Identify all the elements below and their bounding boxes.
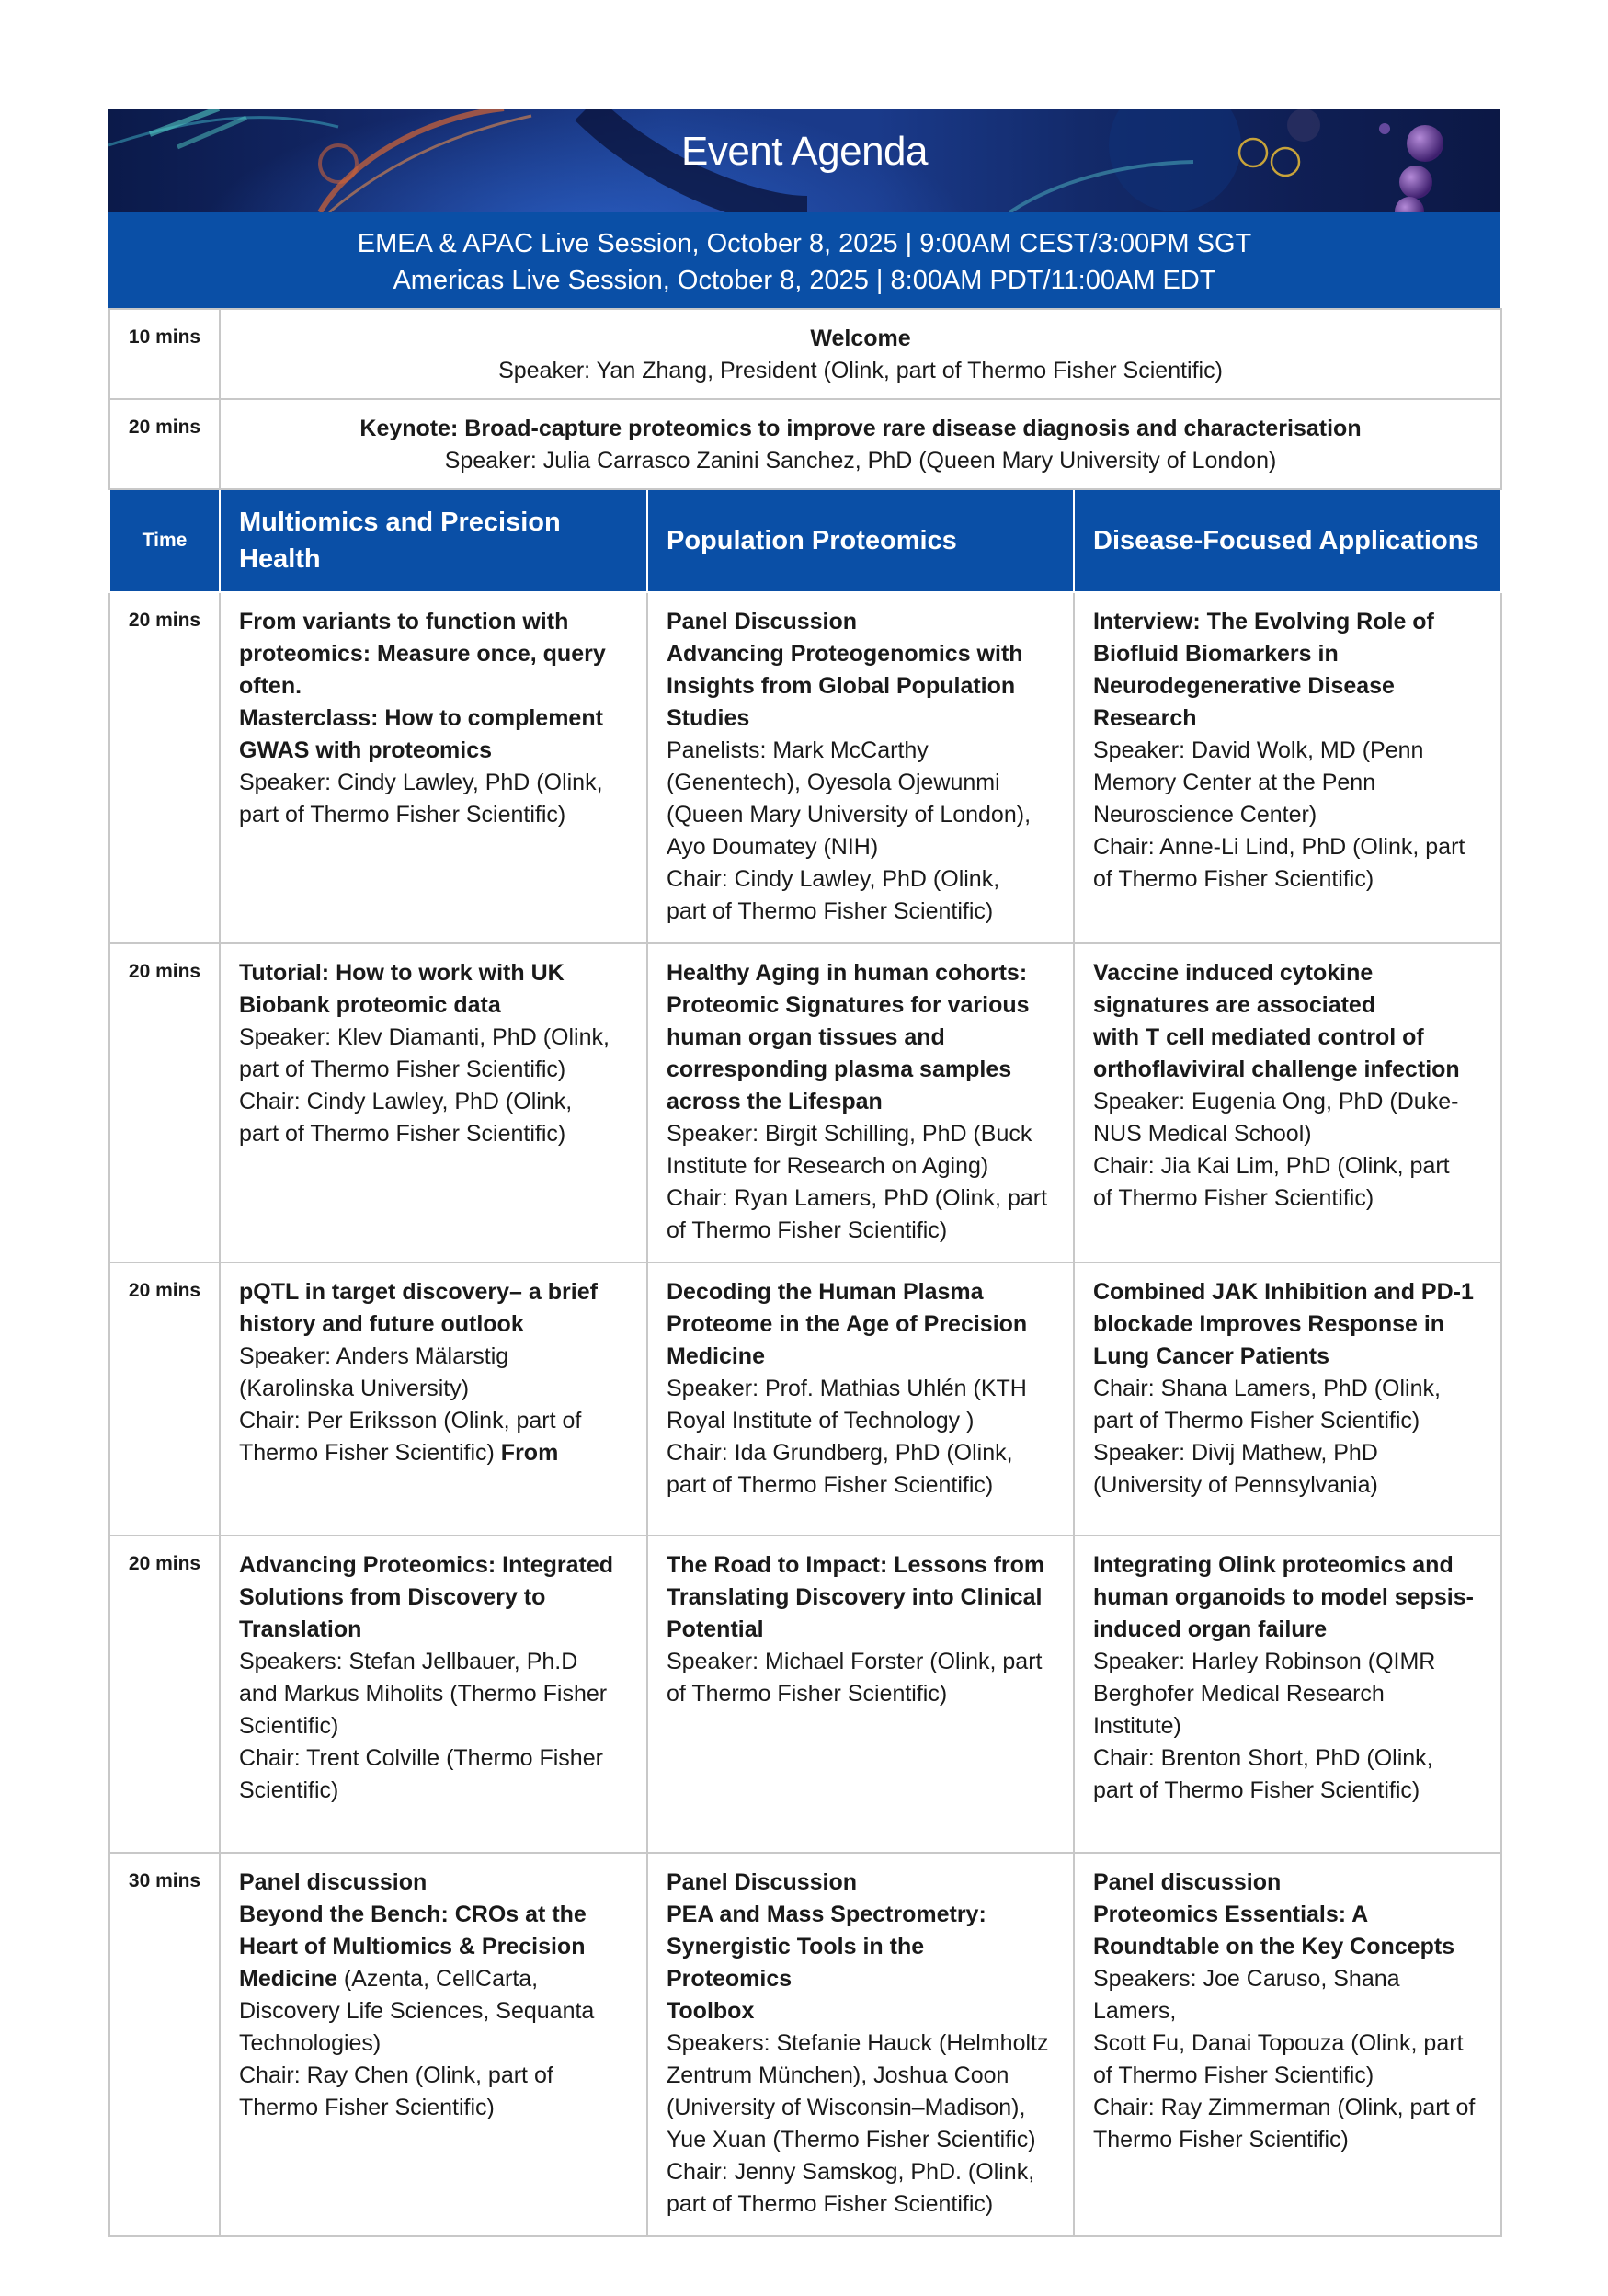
session-details-text: Speaker: Anders Mälarstig (Karolinska University) Chair: Per Eriksson (Olink, part of Thermo Fisher Scientific) [239,1343,582,1466]
session-title: Healthy Aging in human cohorts: Proteomic Signatures for various human organ tissues and corresponding plasma samples across the Lifespan [667,960,1030,1114]
session-title: Integrating Olink proteomics and human organoids to model sepsis- induced organ failure [1093,1552,1474,1642]
session-americas: Americas Live Session, October 8, 2025 | 8:00AM PDT/11:00AM EDT [393,266,1216,295]
session-title: From variants to function with proteomics: Measure once, query often. Masterclass: How to complement GWAS with proteomics [239,609,606,763]
session-details: Speaker: Eugenia Ong, PhD (Duke- NUS Medical School) Chair: Jia Kai Lim, PhD (Olink, part of Thermo Fisher Scientific) [1093,1089,1459,1211]
session-details: Speakers: Stefanie Hauck (Helmholtz Zentrum München), Joshua Coon (University of Wisconsin–Madison), Yue Xuan (Thermo Fisher Scientific) Chair: Jenny Samskog, PhD. (Olink, part of Thermo Fisher Scientific) [667,2030,1049,2217]
slot-row-3 [109,1262,1501,1536]
slot-row-2 [109,943,1501,1262]
session-details: (Azenta, CellCarta, Discovery Life Sciences, Sequanta Technologies) Chair: Ray Chen (Olink, part of Thermo Fisher Scientific) [239,1966,595,2120]
session-cell [1074,1262,1501,1536]
session-details: Speakers: Stefan Jellbauer, Ph.D and Markus Miholits (Thermo Fisher Scientific) Chair: Trent Colville (Thermo Fisher Scientific) [239,1649,608,1803]
session-times-bar [108,212,1500,308]
time-cell: 20 mins [109,1536,220,1853]
plenary-title: Welcome [810,326,911,351]
time-cell: 20 mins [109,1262,220,1536]
session-cell [220,1853,647,2236]
session-details: Panelists: Mark McCarthy (Genentech), Oyesola Ojewunmi (Queen Mary University of London), Ayo Doumatey (NIH) Chair: Cindy Lawley, PhD (Olink, part of Thermo Fisher Scientific) [667,737,1032,924]
slot-row-4 [109,1536,1501,1853]
session-title: Combined JAK Inhibition and PD-1 blockade Improves Response in Lung Cancer Patients [1093,1279,1474,1369]
session-cell [647,943,1074,1262]
session-cell [647,592,1074,943]
session-title: Advancing Proteomics: Integrated Solutions from Discovery to Translation [239,1552,614,1642]
slot-row-1 [109,592,1501,943]
agenda-banner [108,109,1500,212]
session-details: Speakers: Joe Caruso, Shana Lamers, Scott Fu, Danai Topouza (Olink, part of Thermo Fisher Scientific) Chair: Ray Zimmerman (Olink, part of Thermo Fisher Scientific) [1093,1966,1476,2153]
session-cell [647,1536,1074,1853]
session-cell [1074,943,1501,1262]
slot-row-5 [109,1853,1501,2236]
time-cell: 10 mins [109,309,220,399]
session-details: Speaker: Klev Diamanti, PhD (Olink, part of Thermo Fisher Scientific) Chair: Cindy Lawley, PhD (Olink, part of Thermo Fisher Scientific) [239,1024,610,1147]
track-header-population [647,489,1074,592]
session-details: Speaker: David Wolk, MD (Penn Memory Center at the Penn Neuroscience Center) Chair: Anne-Li Lind, PhD (Olink, part of Thermo Fisher Scientific) [1093,737,1465,892]
session-title: Decoding the Human Plasma Proteome in the Age of Precision Medicine [667,1279,1028,1369]
session-cell [647,1853,1074,2236]
session-details: Speaker: Cindy Lawley, PhD (Olink, part of Thermo Fisher Scientific) [239,770,603,828]
session-cell [220,943,647,1262]
time-cell: 30 mins [109,1853,220,2236]
time-cell: 20 mins [109,399,220,489]
session-trailing-text: From [500,1440,559,1466]
plenary-title: Keynote: Broad-capture proteomics to improve rare disease diagnosis and characterisation [359,416,1362,441]
time-column-header: Time [109,489,220,592]
session-title: Vaccine induced cytokine signatures are associated with T cell mediated control of orthoflaviviral challenge infection [1093,960,1460,1082]
session-details: Speaker: Harley Robinson (QIMR Berghofer Medical Research Institute) Chair: Brenton Short, PhD (Olink, part of Thermo Fisher Scientific) [1093,1649,1436,1803]
track-header-label: Disease-Focused Applications [1093,526,1479,555]
session-content [239,1867,628,2124]
agenda-title: Event Agenda [680,129,928,174]
plenary-speaker: Speaker: Yan Zhang, President (Olink, part of Thermo Fisher Scientific) [498,358,1223,383]
session-details: Chair: Shana Lamers, PhD (Olink, part of Thermo Fisher Scientific) Speaker: Divij Mathew, PhD (University of Pennsylvania) [1093,1376,1441,1498]
plenary-row-welcome [109,309,1501,399]
time-cell: 20 mins [109,943,220,1262]
session-cell [1074,592,1501,943]
session-title: Panel discussion Proteomics Essentials: A Roundtable on the Key Concepts [1093,1869,1455,1959]
session-title: The Road to Impact: Lessons from Translating Discovery into Clinical Potential [667,1552,1045,1642]
plenary-content [220,309,1501,399]
session-title: Interview: The Evolving Role of Biofluid Biomarkers in Neurodegenerative Disease Research [1093,609,1434,731]
session-title: pQTL in target discovery– a brief history and future outlook [239,1279,598,1337]
session-title: Tutorial: How to work with UK Biobank proteomic data [239,960,565,1018]
agenda-table [108,308,1502,2237]
time-cell: 20 mins [109,592,220,943]
session-details: Speaker: Michael Forster (Olink, part of Thermo Fisher Scientific) [667,1649,1043,1707]
session-cell [220,1536,647,1853]
plenary-content [220,399,1501,489]
session-emea-apac: EMEA & APAC Live Session, October 8, 2025 | 9:00AM CEST/3:00PM SGT [357,229,1252,258]
session-details [239,1341,628,1469]
track-header-label: Multiomics and Precision Health [239,508,561,574]
track-header-multiomics [220,489,647,592]
session-title: Panel discussion Beyond the Bench: CROs at the Heart of Multiomics & Precision Medicine [239,1869,587,1992]
session-title: Panel Discussion Advancing Proteogenomics with Insights from Global Population Studies [667,609,1023,731]
plenary-row-keynote [109,399,1501,489]
session-cell [1074,1536,1501,1853]
session-cell [1074,1853,1501,2236]
session-title: Panel Discussion PEA and Mass Spectrometry: Synergistic Tools in the Proteomics Toolbox [667,1869,986,2024]
session-cell [220,592,647,943]
track-header-label: Population Proteomics [667,526,957,555]
session-cell [220,1262,647,1536]
session-cell [647,1262,1074,1536]
session-details: Speaker: Birgit Schilling, PhD (Buck Institute for Research on Aging) Chair: Ryan Lamers, PhD (Olink, part of Thermo Fisher Scientific) [667,1121,1048,1243]
plenary-speaker: Speaker: Julia Carrasco Zanini Sanchez, PhD (Queen Mary University of London) [444,448,1277,474]
session-details: Speaker: Prof. Mathias Uhlén (KTH Royal Institute of Technology ) Chair: Ida Grundberg, PhD (Olink, part of Thermo Fisher Scientific) [667,1376,1027,1498]
track-header-row [109,489,1501,592]
event-agenda [108,109,1500,2237]
track-header-disease [1074,489,1501,592]
